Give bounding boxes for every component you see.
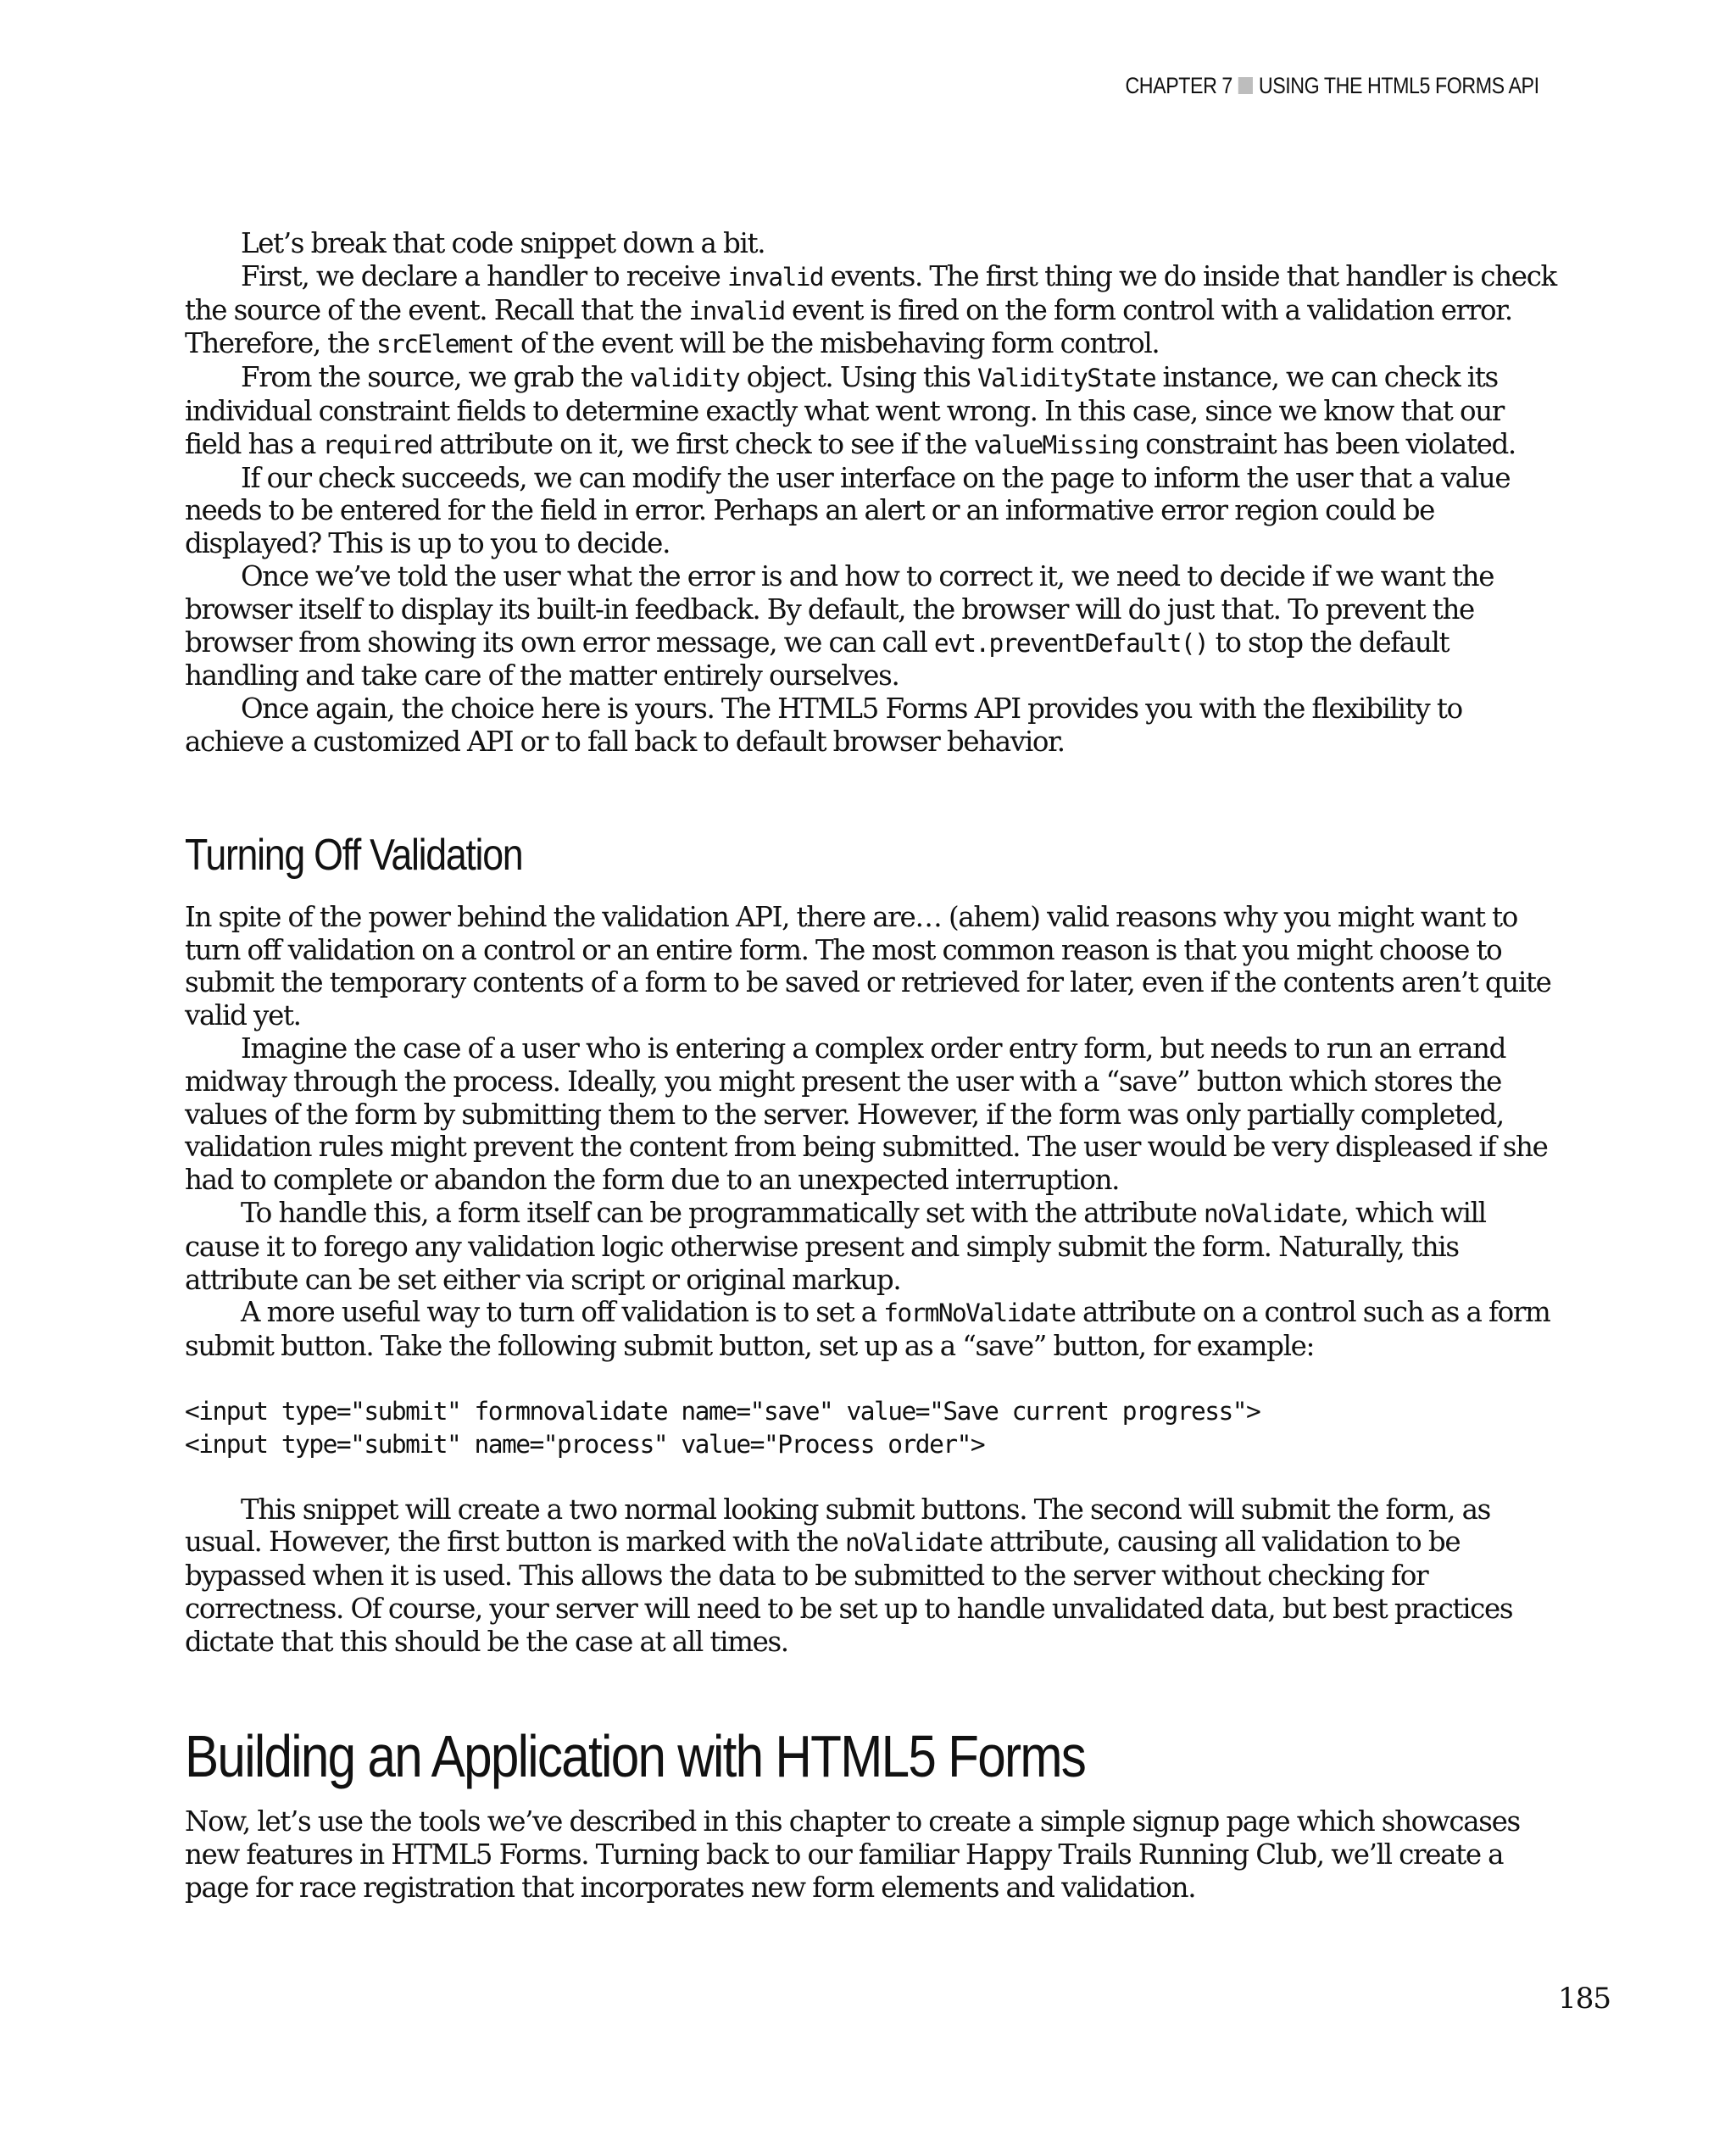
header-separator-square — [1238, 77, 1253, 94]
running-header — [1126, 73, 1539, 99]
text-run: constraint has been violated. — [1138, 427, 1516, 460]
paragraph: If our check succeeds, we can modify the user interface on the page to inform the user that a value needs to be entered for the field in error. Perhaps an alert or an informative error region could be displayed? This is up to you to decide. — [185, 461, 1511, 560]
inline-code: valueMissing — [973, 430, 1138, 459]
paragraph — [185, 260, 1558, 361]
inline-code: validity — [629, 364, 740, 393]
paragraph — [185, 1197, 1558, 1296]
inline-code: noValidate — [845, 1528, 982, 1558]
text-run: object. Using this — [739, 361, 977, 394]
page-number: 185 — [1558, 1982, 1611, 2016]
text-run: events. The first thing we do inside that handler is check the source of the event. Recall that the — [185, 259, 1556, 326]
page-content — [185, 227, 1558, 1905]
paragraph: Once again, the choice here is yours. The HTML5 Forms API provides you with the flexibility to achieve a customized API or to fall back to default browser behavior. — [185, 692, 1462, 758]
text-run: instance, we can check its individual constraint fields to determine exactly what went wrong. In this case, since we know that our field has a — [185, 361, 1504, 460]
text-run: Once we’ve told the user what the error is and how to correct it, we need to decide if we want the browser itself to display its built-in feedback. By default, the browser will do just that. To prevent the browser from showing its own error message, we can call — [185, 559, 1494, 659]
code-block — [185, 1395, 1558, 1461]
paragraph: Imagine the case of a user who is entering a complex order entry form, but needs to run an errand midway through the process. Ideally, you might present the user with a “save” button which stores the values of the form by submitting them to the server. However, if the form was only partially completed, validation rules might prevent the content from being submitted. The user would be very displeased if she had to complete or abandon the form due to an unexpected interruption. — [185, 1032, 1548, 1197]
text-run: event is fired on the form control with a validation error. Therefore, the — [185, 293, 1512, 360]
chapter-label: CHAPTER 7 — [1125, 73, 1233, 98]
text-run: This snippet will create a two normal looking submit buttons. The second will submit the form, as usual. However, the first button is marked with the — [185, 1493, 1490, 1559]
text-run: to stop the default handling and take care of the matter entirely ourselves. — [185, 626, 1449, 692]
spacer — [185, 759, 1558, 830]
inline-code: noValidate — [1203, 1198, 1341, 1228]
inline-code: srcElement — [376, 330, 514, 359]
paragraph: In spite of the power behind the validation API, there are… (ahem) valid reasons why you might want to turn off validation on a control or an entire form. The most common reason is that you might choose to submit the temporary contents of a form to be saved or retrieved for later, even if the contents aren’t quite valid yet. — [185, 900, 1551, 1032]
inline-code: formNoValidate — [883, 1299, 1076, 1328]
text-run: To handle this, a form itself can be programmatically set with the attribute — [241, 1196, 1204, 1229]
text-run: attribute on it, we first check to see if the — [431, 427, 974, 460]
inline-code: invalid — [688, 296, 785, 325]
paragraph: Let’s break that code snippet down a bit. — [241, 227, 765, 259]
paragraph: Now, let’s use the tools we’ve described in this chapter to create a simple signup page which showcases new features in HTML5 Forms. Turning back to our familiar Happy Trails Running Club, we’ll create a page for race registration that incorporates new form elements and validation. — [185, 1805, 1520, 1905]
paragraph — [185, 560, 1558, 692]
text-run: attribute, causing all validation to be bypassed when it is used. This allows the data to be submitted to the server without checking for correctness. Of course, your server will need to be set up to handle unvalidated data, but best practices dictate that this should be the case at all times. — [185, 1526, 1513, 1658]
paragraph — [185, 1296, 1558, 1363]
section-heading: Building an Application with HTML5 Forms — [185, 1723, 1086, 1790]
chapter-title: USING THE HTML5 FORMS API — [1259, 73, 1539, 98]
spacer — [185, 1658, 1558, 1722]
text-run: From the source, we grab the — [241, 361, 630, 394]
spacer — [185, 1363, 1558, 1395]
text-run: , which will cause it to forego any validation logic otherwise present and simply submit the form. Naturally, this attribute can be set either via script or original markup. — [185, 1196, 1486, 1296]
spacer — [185, 881, 1558, 901]
text-run: A more useful way to turn off validation is to set a — [241, 1296, 884, 1329]
code-line: <input type="submit" name="process" value="Process order"> — [185, 1429, 985, 1459]
text-run: First, we declare a handler to receive — [241, 259, 727, 292]
spacer — [185, 1461, 1558, 1493]
paragraph — [185, 361, 1558, 461]
inline-code: ValidityState — [976, 364, 1156, 393]
inline-code: invalid — [726, 262, 824, 292]
inline-code: evt.preventDefault() — [933, 628, 1209, 658]
text-run: of the event will be the misbehaving form control. — [513, 327, 1160, 360]
spacer — [185, 1790, 1558, 1805]
paragraph — [185, 1493, 1558, 1659]
inline-code: required — [322, 430, 432, 459]
section-heading: Turning Off Validation — [185, 830, 523, 880]
code-line: <input type="submit" formnovalidate name="save" value="Save current progress"> — [185, 1396, 1260, 1426]
text-run: attribute on a control such as a form submit button. Take the following submit button, set up as a “save” button, for example: — [185, 1296, 1550, 1363]
